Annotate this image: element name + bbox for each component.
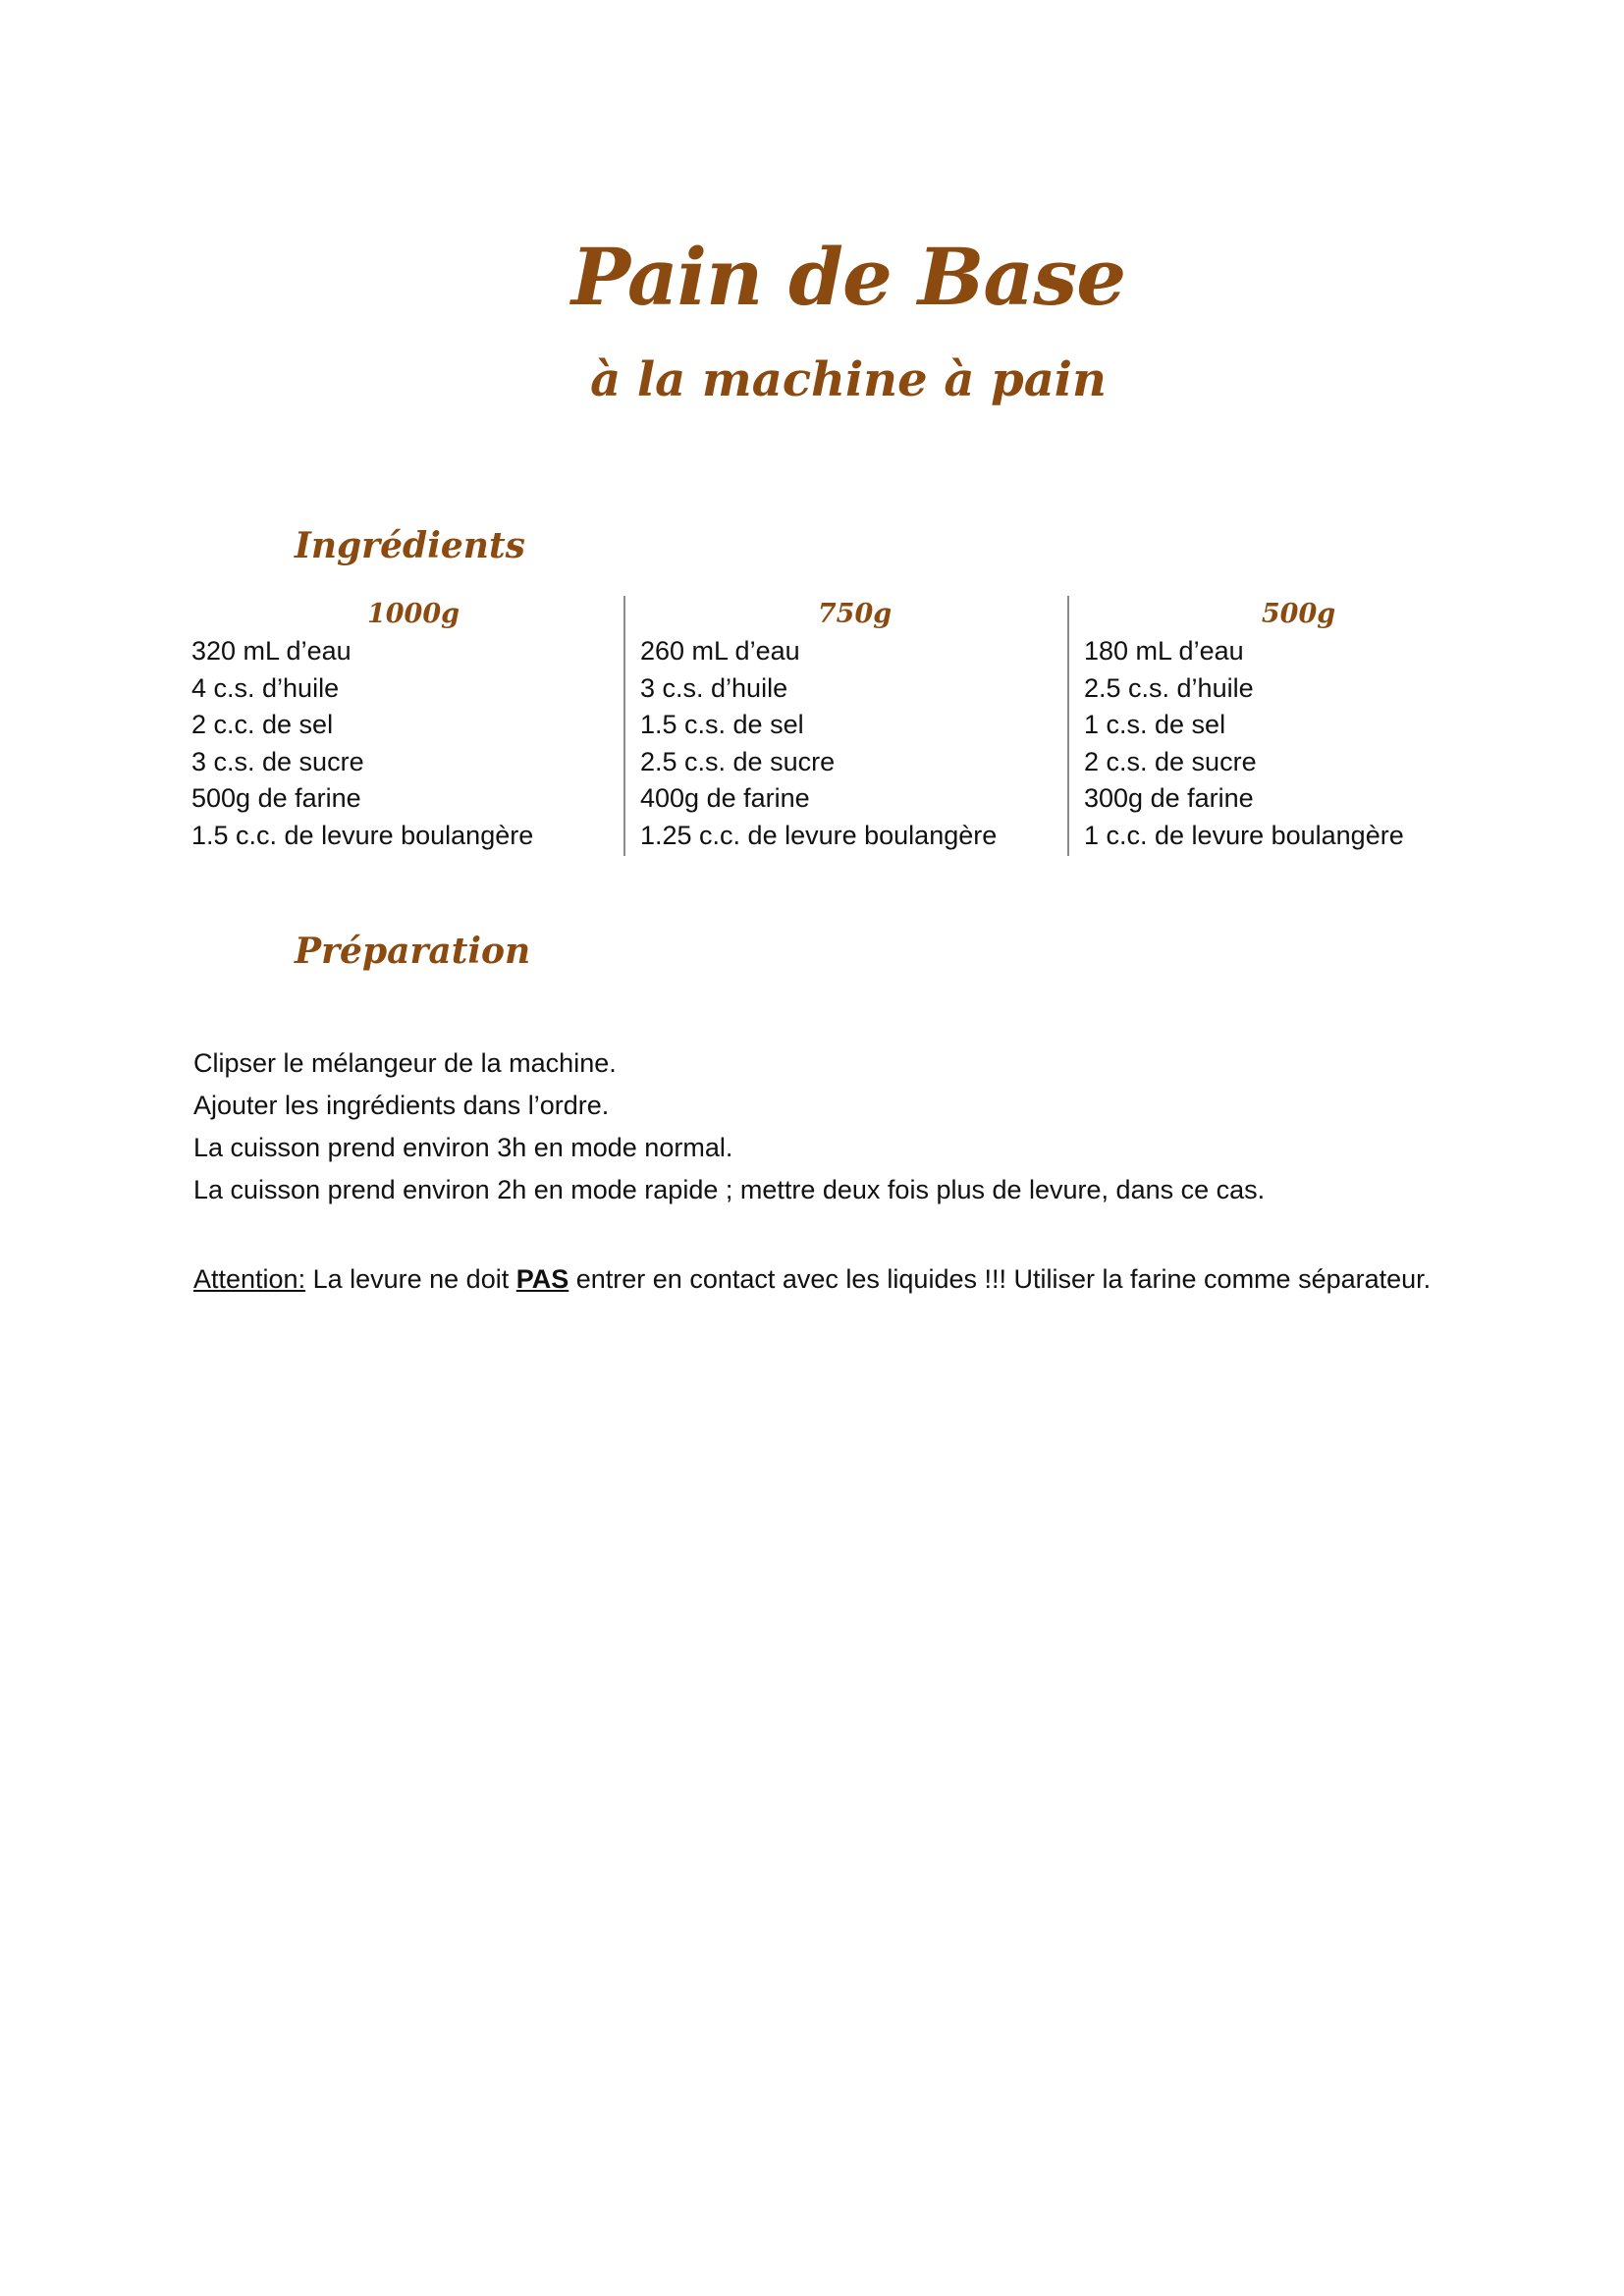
preparation-step: La cuisson prend environ 2h en mode rapide ; mettre deux fois plus de levure, dans ce cas. <box>193 1175 1266 1204</box>
ingredient-item: 320 mL d’eau <box>191 636 352 666</box>
ingredient-item: 2 c.c. de sel <box>191 710 334 739</box>
warning-text-after: entrer en contact avec les liquides !!! Utiliser la farine comme séparateur. <box>568 1264 1432 1294</box>
ingredients-table <box>191 596 1527 856</box>
page-subtitle: à la machine à pain <box>590 352 1107 407</box>
ingredient-item: 260 mL d’eau <box>640 636 800 666</box>
ingredient-item: 1.5 c.s. de sel <box>640 710 804 739</box>
ingredients-column-750g <box>623 596 1069 856</box>
page-title: Pain de Base <box>570 231 1126 323</box>
ingredient-list <box>1084 633 1513 854</box>
warning-emphasis: PAS <box>515 1264 569 1294</box>
ingredient-item: 3 c.s. de sucre <box>191 746 364 776</box>
preparation-step: Ajouter les ingrédients dans l’ordre. <box>193 1091 610 1120</box>
ingredient-item: 1.5 c.c. de levure boulangère <box>191 820 534 850</box>
ingredient-item: 2.5 c.s. d’huile <box>1084 672 1254 703</box>
column-header: 500g <box>1261 599 1336 629</box>
preparation-steps <box>193 1042 1568 1211</box>
ingredient-item: 3 c.s. d’huile <box>640 672 788 703</box>
warning-note <box>193 1258 1588 1301</box>
ingredients-column-1000g <box>191 596 635 856</box>
ingredient-item: 500g de farine <box>191 783 361 813</box>
ingredient-item: 2 c.s. de sucre <box>1084 746 1257 776</box>
column-header: 1000g <box>366 599 460 629</box>
preparation-step: Clipser le mélangeur de la machine. <box>193 1048 617 1078</box>
warning-label: Attention: <box>193 1264 306 1294</box>
ingredient-item: 300g de farine <box>1084 783 1254 813</box>
ingredient-item: 400g de farine <box>640 783 810 813</box>
ingredient-item: 1 c.c. de levure boulangère <box>1084 820 1404 850</box>
ingredient-item: 1.25 c.c. de levure boulangère <box>640 820 998 850</box>
ingredient-list <box>640 633 1069 854</box>
ingredients-column-500g <box>1067 596 1513 856</box>
ingredient-item: 2.5 c.s. de sucre <box>640 746 836 776</box>
ingredient-item: 180 mL d’eau <box>1084 636 1244 666</box>
column-header: 750g <box>817 599 893 629</box>
warning-text-before: La levure ne doit <box>305 1264 516 1294</box>
preparation-step: La cuisson prend environ 3h en mode normal. <box>193 1133 733 1162</box>
ingredient-item: 4 c.s. d’huile <box>191 672 340 703</box>
ingredient-item: 1 c.s. de sel <box>1084 710 1226 739</box>
preparation-heading: Préparation <box>295 931 531 972</box>
ingredient-list <box>191 633 635 854</box>
ingredients-heading: Ingrédients <box>295 525 525 566</box>
